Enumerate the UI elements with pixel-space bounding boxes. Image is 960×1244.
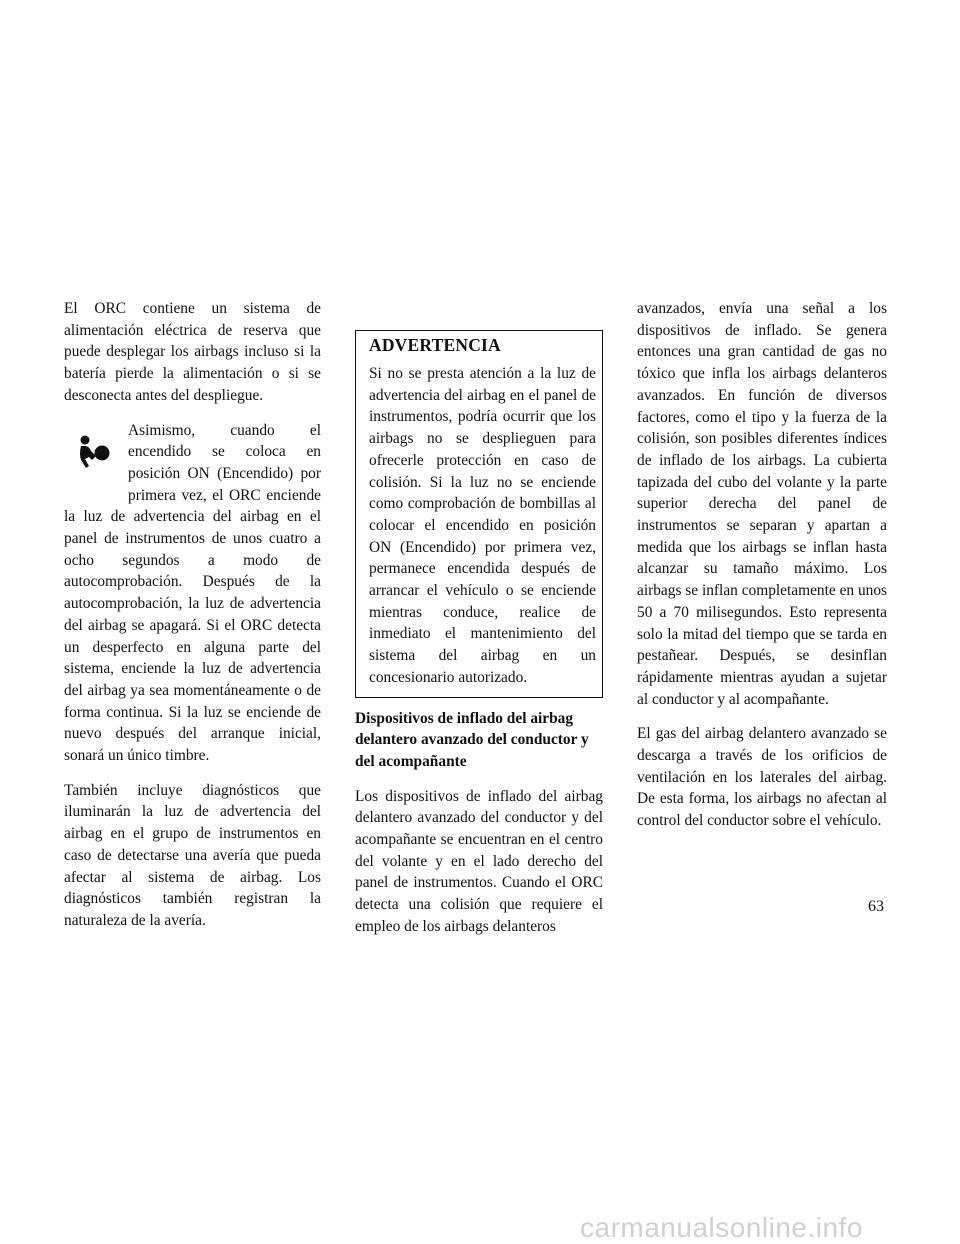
warning-box	[355, 330, 603, 698]
airbag-warning-icon	[64, 422, 124, 486]
column-left	[64, 298, 321, 945]
warning-title: ADVERTENCIA	[369, 335, 501, 355]
paragraph-gas-vent: El gas del airbag delantero avanzado se descarga a través de los orificios de ventilación en los laterales del airbag. De esta forma, los airbags no afectan al control del conductor sobre el vehículo.	[637, 725, 887, 830]
column-right	[637, 298, 887, 845]
page-number: 63	[868, 898, 884, 915]
paragraph-backup-power: El ORC contiene un sistema de alimentación eléctrica de reserva que puede desplegar los airbags incluso si la batería pierde la alimentación o si se desconecta antes del despliegue.	[64, 300, 321, 404]
paragraph-self-check	[64, 420, 321, 767]
section-heading: Dispositivos de inflado del airbag delantero avanzado del conductor y del acompañante	[355, 709, 589, 770]
paragraph-inflation: avanzados, envía una señal a los dispositivos de inflado. Se genera entonces una gran cantidad de gas no tóxico que infla los airbags delanteros avanzados. En función de diversos factores, como el tipo y la fuerza de la colisión, son posibles diferentes índices de inflado de los airbags. La cubierta tapizada del cubo del volante y la parte superior derecha del panel de instrumentos se separan y apartan a medida que los airbags se inflan hasta alcanzar su tamaño máximo. Los airbags se inflan completamente en unos 50 a 70 milisegundos. Esto representa solo la mitad del tiempo que se tarda en pestañear. Después, se desinflan rápidamente mientras ayudan a sujetar al conductor y al acompañante.	[637, 300, 888, 708]
warning-text: Si no se presta atención a la luz de advertencia del airbag en el panel de instrumentos, podría ocurrir que los airbags no se desplieguen para ofrecerle protección en caso de colisión. Si la luz no se enciende como comprobación de bombillas al colocar el encendido en posición ON (Encendido) por primera vez, permanece encendida después de arrancar el vehículo o se enciende mientras conduce, realice de inmediato el mantenimiento del sistema del airbag en un concesionario autorizado.	[369, 365, 596, 686]
watermark: carmanualsonline.info	[580, 1212, 863, 1243]
self-check-text: Asimismo, cuando el encendido se coloca en posición ON (Encendido) por primera vez, el ORC enciende la luz de advertencia del airbag en el panel de instrumentos de unos cuatro a ocho segundos a modo de autocomprobación. Después de la autocomprobación, la luz de advertencia del airbag se apagará. Si el ORC detecta un desperfecto en alguna parte del sistema, enciende la luz de advertencia del airbag ya sea momentáneamente o de forma continua. Si la luz se enciende de nuevo después del arranque inicial, sonará un único timbre.	[64, 421, 321, 765]
column-middle	[355, 330, 603, 951]
paragraph-diagnostics: También incluye diagnósticos que iluminarán la luz de advertencia del airbag en el grupo de instrumentos en caso de detectarse una avería que pueda afectar al sistema de airbag. Los diagnósticos también registran la naturaleza de la avería.	[64, 781, 321, 929]
paragraph-inflators: Los dispositivos de inflado del airbag delantero avanzado del conductor y del acompañante se encuentran en el centro del volante y en el lado derecho del panel de instrumentos. Cuando el ORC detecta una colisión que requiere el empleo de los airbags delanteros	[355, 787, 603, 935]
